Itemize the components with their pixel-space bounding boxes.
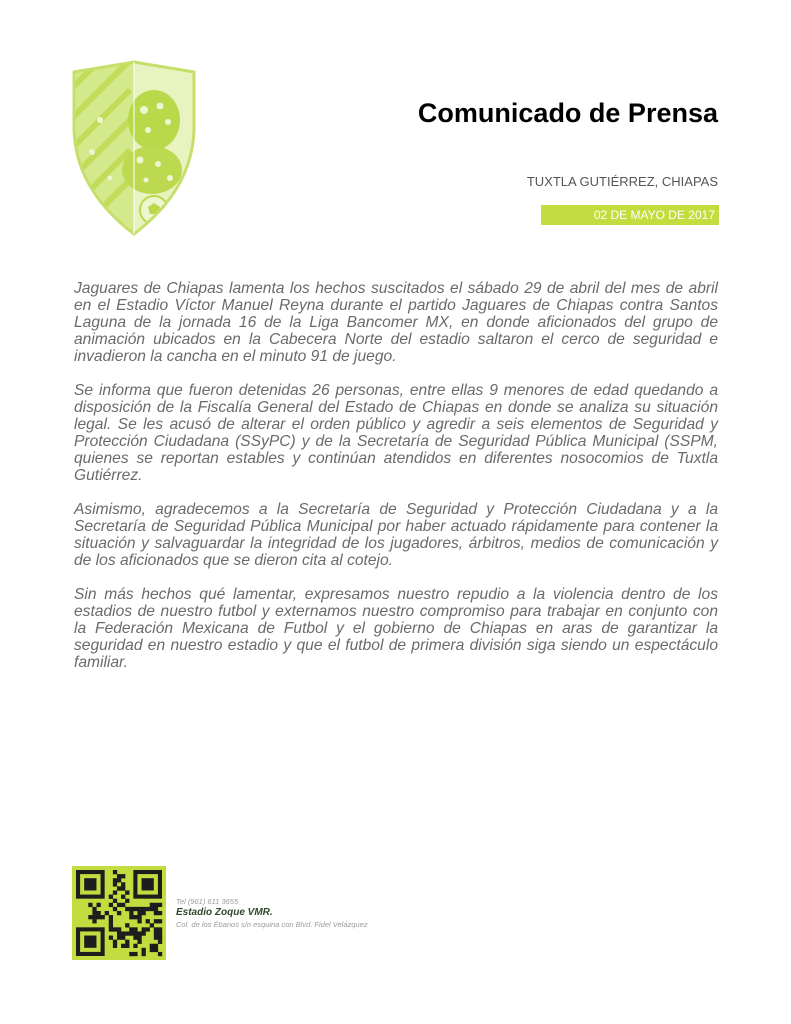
footer-stadium-name: Estadio Zoque VMR. <box>176 907 273 918</box>
press-release-body <box>74 280 718 688</box>
paragraph-2: Se informa que fueron detenidas 26 personas, entre ellas 9 menores de edad quedando a disposición de la Fiscalía General del Estado de Chiapas en donde se analiza su situación legal. Se les acusó de alterar el orden público y agredir a seis elementos de Seguridad y Protección Ciudadana (SSyPC) y de la Secretaría de Seguridad Pública Municipal (SSPM, quienes se reportan estables y continúan atendidos en diferentes nosocomios de Tuxtla Gutiérrez. <box>74 382 718 484</box>
paragraph-1: Jaguares de Chiapas lamenta los hechos suscitados el sábado 29 de abril del mes de abril en el Estadio Víctor Manuel Reyna durante el partido Jaguares de Chiapas contra Santos Laguna de la jornada 16 de la Liga Bancomer MX, en donde aficionados del grupo de animación ubicados en la Cabecera Norte del estadio saltaron el cerco de seguridad e invadieron la cancha en el minuto 91 de juego. <box>74 280 718 365</box>
paragraph-4: Sin más hechos qué lamentar, expresamos nuestro repudio a la violencia dentro de los estadios de nuestro futbol y externamos nuestro compromiso para trabajar en conjunto con la Federación Mexicana de Futbol y el gobierno de Chiapas en aras de garantizar la seguridad en nuestro estadio y que el futbol de primera división siga siendo un espectáculo familiar. <box>74 586 718 671</box>
page-title: Comunicado de Prensa <box>417 98 718 128</box>
jaguar-shield-crest-icon <box>70 60 198 236</box>
qr-code-icon <box>72 866 166 960</box>
paragraph-3: Asimismo, agradecemos a la Secretaría de Seguridad y Protección Ciudadana y a la Secretaría de Seguridad Pública Municipal por haber actuado rápidamente para contener la situación y salvaguardar la integridad de los jugadores, árbitros, medios de comunicación y de los aficionados que se dieron cita al cotejo. <box>74 501 718 569</box>
footer-contact <box>176 897 368 930</box>
footer-address: Col. de los Ébanos s/n esquina con Blvd. Fidel Velázquez <box>176 920 368 929</box>
date-banner: 02 DE MAYO DE 2017 <box>541 205 719 225</box>
footer-phone: Tel (961) 611 3655 <box>176 897 239 906</box>
location-line: TUXTLA GUTIÉRREZ, CHIAPAS <box>526 174 718 189</box>
